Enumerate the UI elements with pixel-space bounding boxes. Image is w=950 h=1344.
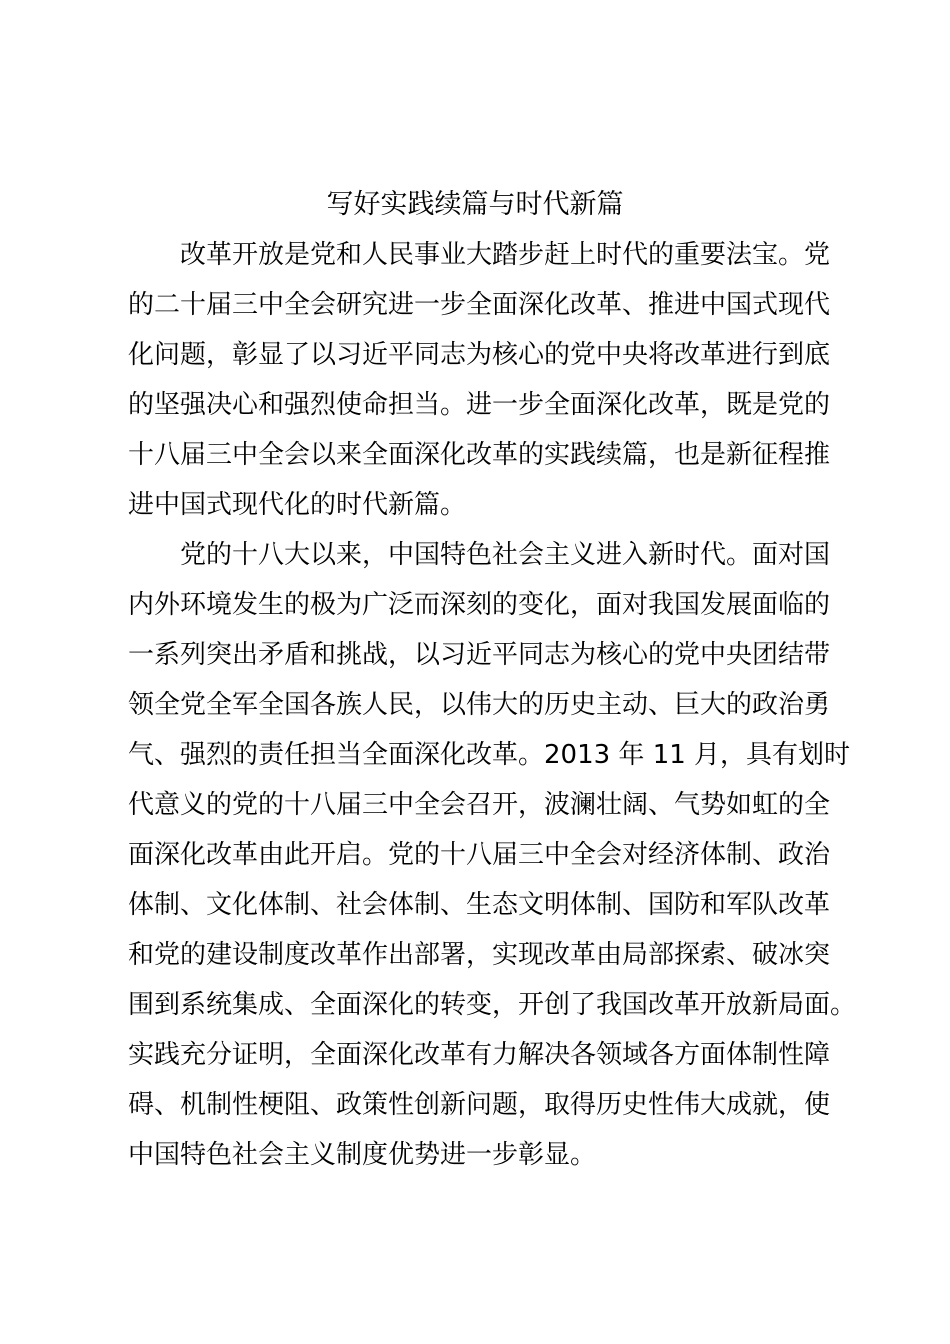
paragraph-line: 面深化改革由此开启。党的十八届三中全会对经济体制、政治 <box>128 840 831 870</box>
document-body <box>128 230 857 1180</box>
paragraph-1 <box>128 230 848 530</box>
paragraph-line: 的坚强决心和强烈使命担当。进一步全面深化改革，既是党的 <box>128 390 831 420</box>
paragraph-line: 党的十八大以来，中国特色社会主义进入新时代。面对国 <box>180 540 831 570</box>
paragraph-line: 的二十届三中全会研究进一步全面深化改革、推进中国式现代 <box>128 290 831 320</box>
paragraph-line: 实践充分证明，全面深化改革有力解决各领域各方面体制性障 <box>128 1040 831 1070</box>
paragraph-line: 围到系统集成、全面深化的转变，开创了我国改革开放新局面。 <box>128 990 857 1020</box>
paragraph-line: 和党的建设制度改革作出部署，实现改革由局部探索、破冰突 <box>128 940 831 970</box>
document-title: 写好实践续篇与时代新篇 <box>326 189 624 220</box>
paragraph-line: 体制、文化体制、社会体制、生态文明体制、国防和军队改革 <box>128 890 831 920</box>
paragraph-line: 碍、机制性梗阻、政策性创新问题，取得历史性伟大成就，使 <box>128 1090 831 1120</box>
paragraph-line: 改革开放是党和人民事业大踏步赶上时代的重要法宝。党 <box>180 240 831 270</box>
paragraph-line: 代意义的党的十八届三中全会召开，波澜壮阔、气势如虹的全 <box>128 790 831 820</box>
paragraph-line: 领全党全军全国各族人民，以伟大的历史主动、巨大的政治勇 <box>128 690 831 720</box>
paragraph-line: 气、强烈的责任担当全面深化改革。2013 年 11 月，具有划时 <box>128 740 851 770</box>
paragraph-line: 一系列突出矛盾和挑战，以习近平同志为核心的党中央团结带 <box>128 640 831 670</box>
paragraph-line: 十八届三中全会以来全面深化改革的实践续篇，也是新征程推 <box>128 440 831 470</box>
paragraph-line: 化问题，彰显了以习近平同志为核心的党中央将改革进行到底 <box>128 340 831 370</box>
paragraph-line: 内外环境发生的极为广泛而深刻的变化，面对我国发展面临的 <box>128 590 831 620</box>
paragraph-2 <box>128 530 857 1180</box>
paragraph-line: 中国特色社会主义制度优势进一步彰显。 <box>128 1140 597 1170</box>
paragraph-line: 进中国式现代化的时代新篇。 <box>128 490 467 520</box>
